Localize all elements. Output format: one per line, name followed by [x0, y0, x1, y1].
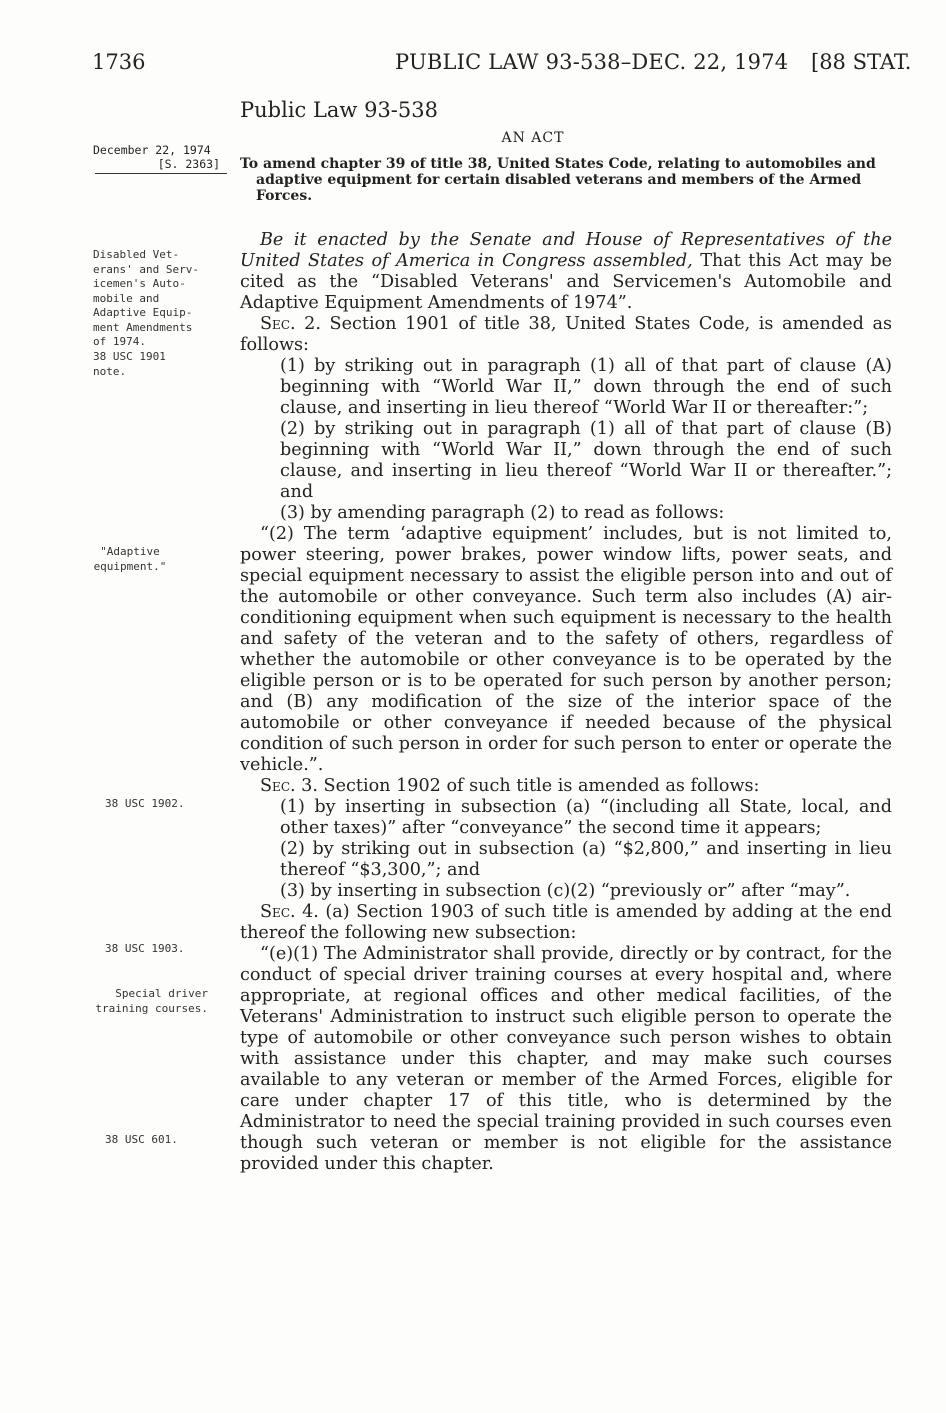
margin-note-usc-1901: 38 USC 1901 note. [93, 350, 166, 378]
short-title-clause: That this Act may be cited as the “Disabled Veterans' and Servicemen's Automobile and Adaptive Equipment Amendments of 1974”. [240, 251, 893, 313]
enacting-clause [240, 230, 892, 314]
margin-note-driver-training: Special driver training courses. [95, 987, 208, 1015]
driver-training-subsection: “(e)(1) The Administrator shall provide, directly or by contract, for the conduct of special driver training courses at every hospital and, where appropriate, at regional offices and other medical facilities, of the Veterans' Administration to instruct such eligible person to operate the type of automobile or other conveyance such person wishes to obtain with assistance under this chapter, and may make such courses available to any veteran or member of the Armed Forces, eligible for care under chapter 17 of this title, who is determined by the Administrator to need the special training provided in such courses even though such veteran or member is not eligible for the assistance provided under this chapter. [240, 944, 892, 1174]
section-2-label: Sec. 2. [260, 314, 321, 334]
purpose-first-line: To amend chapter 39 of title 38, United States Code, relating to automobiles and [240, 156, 876, 172]
date-divider [95, 173, 227, 174]
section-3-label: Sec. 3. [260, 776, 318, 796]
purpose-rest: adaptive equipment for certain disabled veterans and members of the Armed Forces. [256, 172, 862, 204]
section-3-item-3: (3) by inserting in subsection (c)(2) “previously or” after “may”. [280, 881, 851, 901]
statute-reference: [88 STAT. [811, 50, 912, 74]
page-number: 1736 [92, 50, 146, 74]
enactment-date-block [93, 143, 228, 171]
bill-number: [S. 2363] [157, 157, 220, 171]
section-4-label: Sec. 4. [260, 902, 319, 922]
section-2-text: Section 1901 of title 38, United States Code, is amended as follows: [240, 314, 893, 355]
section-2-item-1: (1) by striking out in paragraph (1) all of that part of clause (A) beginning with “World War II,” down through the end of such clause, and inserting in lieu thereof “World War II or thereafter:”; [280, 356, 892, 418]
margin-note-adaptive-equipment: "Adaptive equipment." [93, 545, 167, 573]
margin-note-short-title: Disabled Vet- erans' and Serv- icemen's Auto- mobile and Adaptive Equip- ment Amendments of 1974. [93, 248, 199, 348]
an-act-heading: AN ACT [501, 130, 565, 146]
section-2 [240, 314, 892, 356]
section-3-item-2: (2) by striking out in subsection (a) “$2,800,” and inserting in lieu thereof “$3,300,”; and [280, 839, 892, 880]
enacting-formula: Be it enacted by the Senate and House of Representatives of the United States of America in Congress assembled, [240, 230, 892, 271]
act-purpose [240, 156, 892, 204]
enactment-date: December 22, 1974 [93, 143, 211, 157]
adaptive-equipment-definition: “(2) The term ‘adaptive equipment’ includes, but is not limited to, power steering, power brakes, power window lifts, power seats, and special equipment necessary to assist the eligible person into and out of the automobile or other conveyance. Such term also includes (A) air-conditioning equipment when such equipment is necessary to the health and safety of the veteran and to the safety of others, regardless of whether the automobile or other conveyance is to be operated by the eligible person or is to be operated for such person by another person; and (B) any modification of the size of the interior space of the automobile or other conveyance if needed because of the physical condition of such person in order for such person to enter or operate the vehicle.”. [240, 524, 892, 775]
running-header-title: PUBLIC LAW 93-538–DEC. 22, 1974 [395, 50, 789, 74]
section-4 [240, 902, 892, 944]
section-3-text: Section 1902 of such title is amended as follows: [317, 776, 760, 796]
section-3 [240, 776, 892, 797]
act-body [240, 230, 892, 1175]
margin-note-usc-1902: 38 USC 1902. [105, 797, 185, 810]
law-title: Public Law 93-538 [240, 98, 438, 122]
section-2-item-3: (3) by amending paragraph (2) to read as follows: [280, 503, 725, 523]
section-2-item-2: (2) by striking out in paragraph (1) all of that part of clause (B) beginning with “World War II,” down through the end of such clause, and inserting in lieu thereof “World War II or thereafter.”; and [280, 419, 892, 502]
margin-note-usc-1903: 38 USC 1903. [105, 942, 185, 955]
section-3-item-1: (1) by inserting in subsection (a) “(including all State, local, and other taxes)” after “conveyance” the second time it appears; [280, 797, 892, 838]
margin-note-usc-601: 38 USC 601. [105, 1133, 178, 1146]
section-4-text: (a) Section 1903 of such title is amended by adding at the end thereof the following new subsection: [240, 902, 892, 943]
